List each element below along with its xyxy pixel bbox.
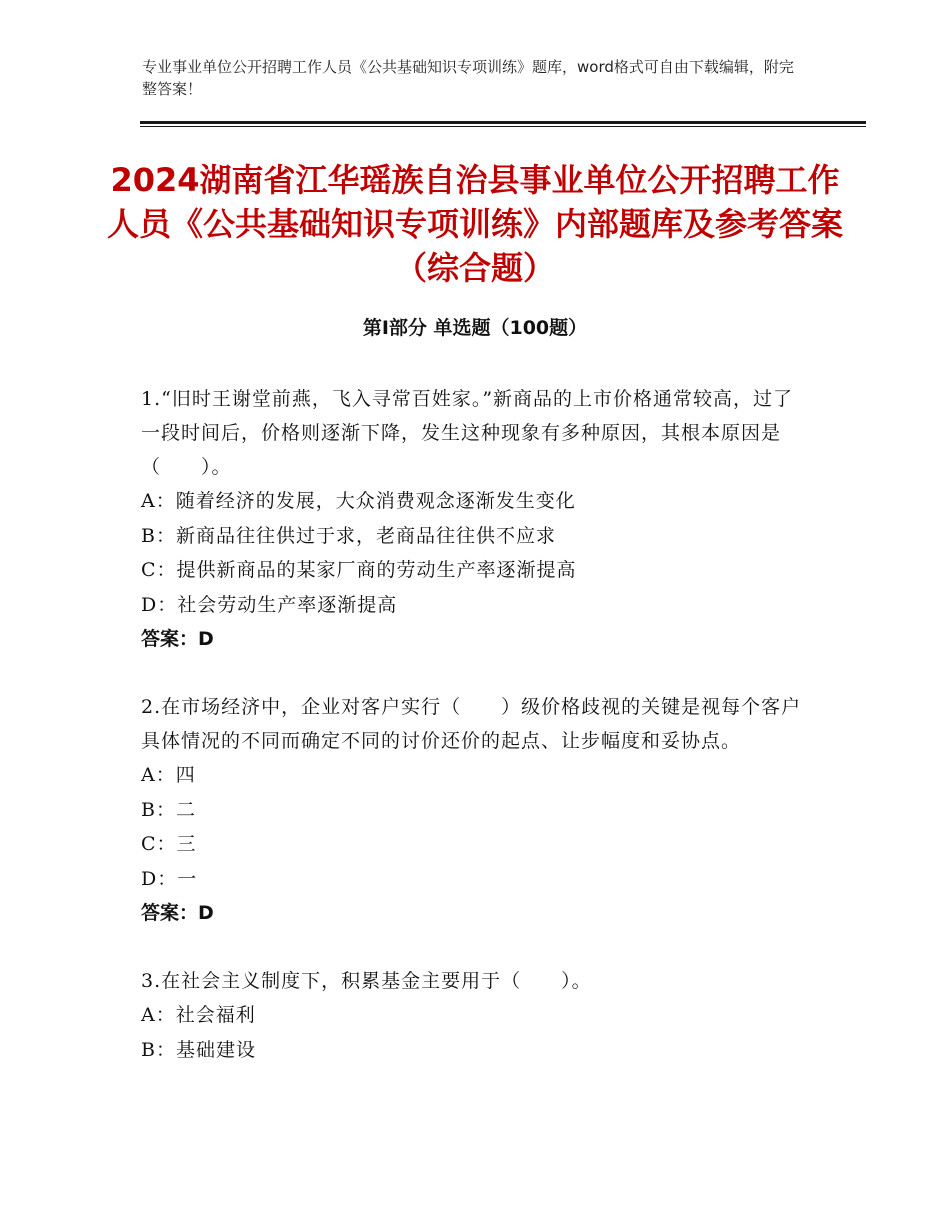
option-a: A：随着经济的发展，大众消费观念逐渐发生变化 — [141, 490, 576, 512]
header-note: 专业事业单位公开招聘工作人员《公共基础知识专项训练》题库，word格式可自由下载编辑，附完整答案！ — [142, 58, 794, 98]
option-d: D：一 — [141, 867, 198, 890]
option-c: C：三 — [141, 833, 197, 855]
question-stem: 2.在市场经济中，企业对客户实行（ ）级价格歧视的关键是视每个客户具体情况的不同而确定不同的讨价还价的起点、让步幅度和妥协点。 — [141, 696, 802, 752]
question-list — [141, 382, 807, 1101]
answer: 答案：D — [141, 902, 214, 924]
option-a: A：社会福利 — [141, 1004, 256, 1026]
question-stem: 3.在社会主义制度下，积累基金主要用于（ ）。 — [141, 970, 592, 992]
document-title: 2024湖南省江华瑶族自治县事业单位公开招聘工作人员《公共基础知识专项训练》内部题库及参考答案（综合题） — [106, 161, 843, 287]
question-3 — [141, 964, 807, 1067]
option-a: A：四 — [141, 764, 196, 786]
header-rule-thick — [140, 121, 866, 124]
question-2 — [141, 690, 807, 930]
section-title: 第Ⅰ部分 单选题（100题） — [362, 317, 588, 339]
option-c: C：提供新商品的某家厂商的劳动生产率逐渐提高 — [141, 559, 577, 581]
question-1 — [141, 382, 807, 656]
option-b: B：基础建设 — [141, 1038, 256, 1061]
option-b: B：新商品往往供过于求，老商品往往供不应求 — [141, 524, 556, 547]
option-d: D：社会劳动生产率逐渐提高 — [141, 593, 398, 616]
option-b: B：二 — [141, 798, 196, 821]
answer: 答案：D — [141, 628, 214, 650]
header-rule-thin — [140, 126, 866, 127]
question-stem: 1.“旧时王谢堂前燕，飞入寻常百姓家。”新商品的上市价格通常较高，过了一段时间后，价格则逐渐下降，发生这种现象有多种原因，其根本原因是（ ）。 — [141, 388, 794, 478]
